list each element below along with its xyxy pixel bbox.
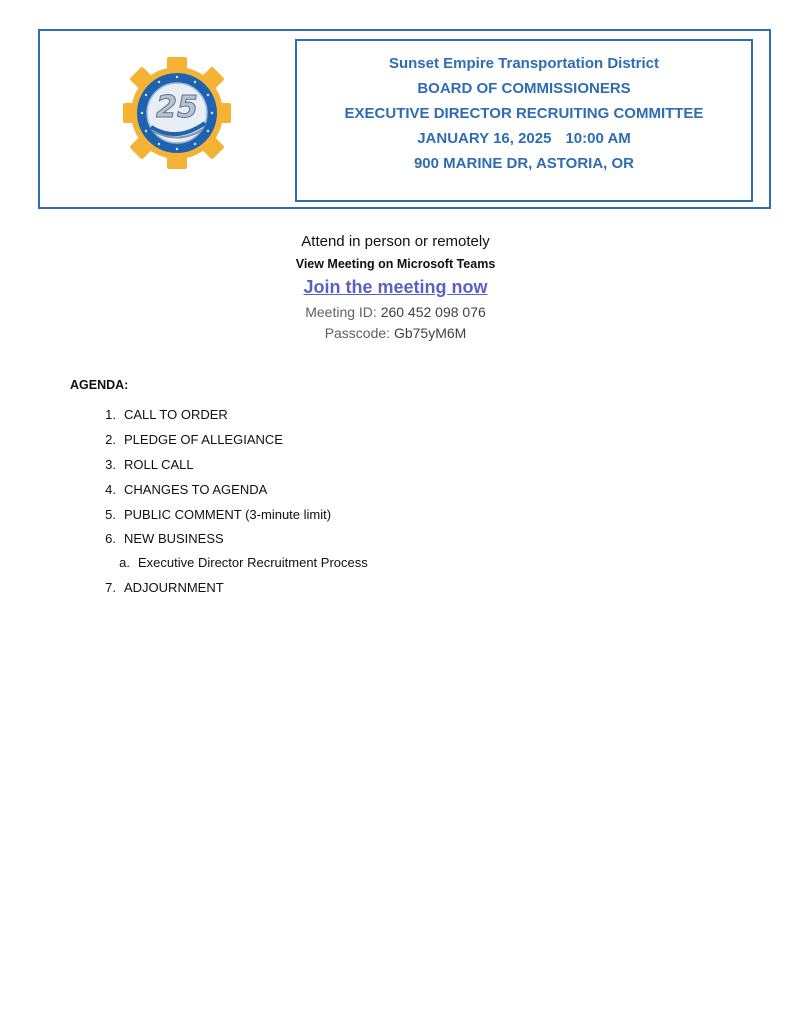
passcode-label: Passcode: <box>324 325 391 341</box>
meeting-date: JANUARY 16, 2025 <box>417 130 552 147</box>
agenda-item-text: CALL TO ORDER <box>124 407 228 422</box>
agenda-item-number: 4. <box>105 482 116 497</box>
agenda-item-text: ROLL CALL <box>124 457 194 472</box>
meeting-id-label: Meeting ID: <box>305 304 377 320</box>
agenda-item-number: a. <box>119 555 130 570</box>
meeting-address: 900 MARINE DR, ASTORIA, OR <box>413 155 635 172</box>
agenda-item-number: 5. <box>105 507 116 522</box>
teams-heading: View Meeting on Microsoft Teams <box>295 257 496 271</box>
passcode-line <box>0 325 791 341</box>
header-title-box <box>295 39 753 202</box>
meeting-datetime <box>417 126 631 151</box>
agenda-item-text: NEW BUSINESS <box>124 531 224 546</box>
seal-25-years-gear-logo <box>123 53 231 173</box>
org-name: Sunset Empire Transportation District <box>388 55 660 72</box>
attend-note: Attend in person or remotely <box>301 233 490 250</box>
agenda-item-text: Executive Director Recruitment Process <box>138 555 368 570</box>
header-box <box>38 29 771 209</box>
agenda-item-text: PUBLIC COMMENT (3-minute limit) <box>124 507 332 522</box>
meeting-id-line <box>0 304 791 320</box>
meeting-id-value: 260 452 098 076 <box>380 304 486 320</box>
agenda-item-text: CHANGES TO AGENDA <box>124 482 268 497</box>
svg-text:25: 25 <box>156 90 198 125</box>
agenda-item-number: 7. <box>105 580 116 595</box>
committee-title: EXECUTIVE DIRECTOR RECRUITING COMMITTEE <box>344 105 704 122</box>
passcode-value: Gb75yM6M <box>393 325 467 341</box>
agenda-item-number: 2. <box>105 432 116 447</box>
meeting-time: 10:00 AM <box>565 130 631 147</box>
agenda-item-text: ADJOURNMENT <box>124 580 224 595</box>
agenda-item-text: PLEDGE OF ALLEGIANCE <box>124 432 283 447</box>
agenda-title: AGENDA: <box>70 378 129 392</box>
board-title: BOARD OF COMMISSIONERS <box>417 80 631 97</box>
agenda-item-number: 3. <box>105 457 116 472</box>
agenda-item-number: 6. <box>105 531 116 546</box>
join-meeting-link[interactable]: Join the meeting now <box>303 277 488 297</box>
agenda-item-number: 1. <box>105 407 116 422</box>
